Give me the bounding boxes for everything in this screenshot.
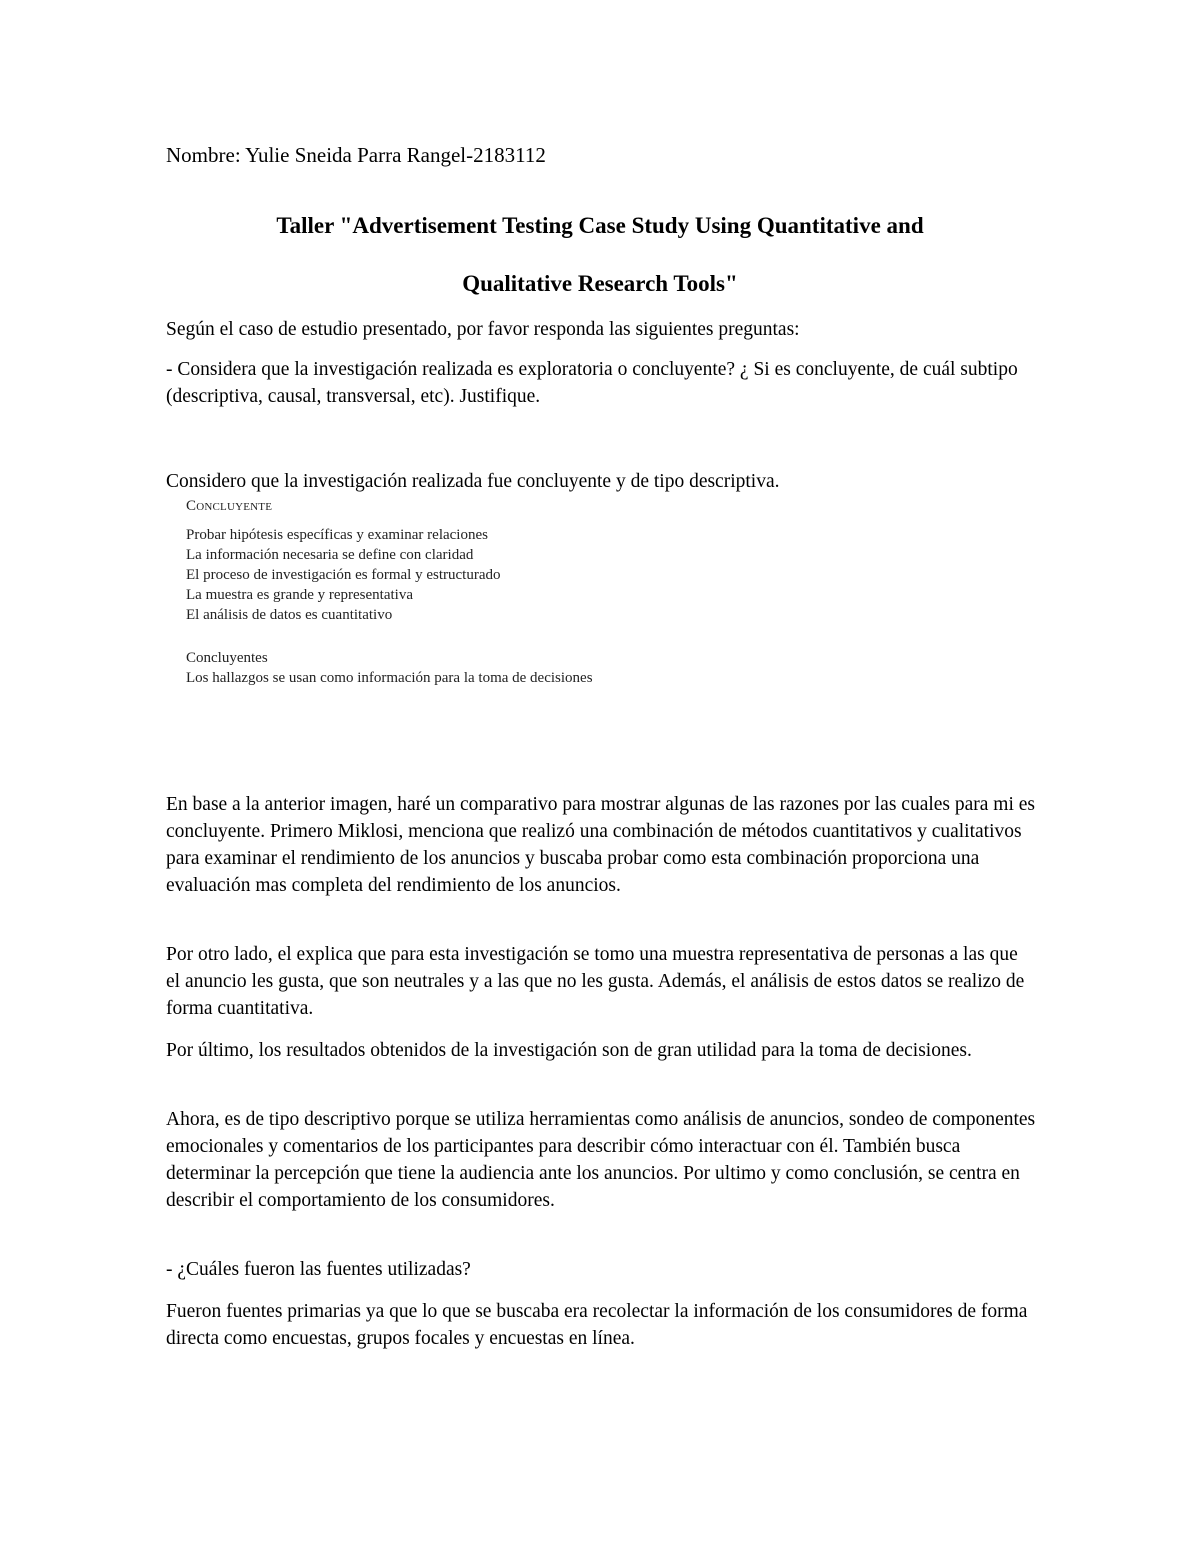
figure-item: El proceso de investigación es formal y estructurado [186,567,501,583]
figure-sub-heading: Concluyentes [186,650,268,666]
paragraph-2: Por otro lado, el explica que para esta investigación se tomo una muestra representativa de personas a las que el anuncio les gusta, que son neutrales y a las que no les gusta. Además, el análisis de estos datos se realizo de forma cuantitativa. [166,944,1025,1019]
figure-item: Probar hipótesis específicas y examinar relaciones [186,527,488,543]
figure-item: La información necesaria se define con claridad [186,547,474,563]
question-2: - ¿Cuáles fueron las fuentes utilizadas? [166,1259,471,1280]
instructions-text: Según el caso de estudio presentado, por favor responda las siguientes preguntas: [166,319,800,340]
figure-item: Los hallazgos se usan como información para la toma de decisiones [186,670,593,686]
question-1: - Considera que la investigación realizada es exploratoria o concluyente? ¿ Si es concluyente, de cuál subtipo (descriptiva, causal, transversal, etc). Justifique. [166,359,1018,407]
document-title-line-2: Qualitative Research Tools" [462,271,738,296]
document-title-line-1: Taller "Advertisement Testing Case Study Using Quantitative and [276,213,924,238]
paragraph-4: Ahora, es de tipo descriptivo porque se utiliza herramientas como análisis de anuncios, sondeo de componentes emocionales y comentarios de los participantes para describir cómo interactuar con él. También busca determinar la percepción que tiene la audiencia ante los anuncios. Por ultimo y como conclusión, se centra en describir el comportamiento de los consumidores. [166,1109,1036,1211]
figure-item: La muestra es grande y representativa [186,587,413,603]
figure-item: El análisis de datos es cuantitativo [186,607,393,623]
paragraph-1: En base a la anterior imagen, haré un comparativo para mostrar algunas de las razones por las cuales para mi es concluyente. Primero Miklosi, menciona que realizó una combinación de métodos cuantitativos y cualitativos para examinar el rendimiento de los anuncios y buscaba probar como esta combinación proporciona una evaluación mas completa del rendimiento de los anuncios. [166,794,1036,896]
conclusive-research-figure [186,496,606,688]
paragraph-3: Por último, los resultados obtenidos de la investigación son de gran utilidad para la toma de decisiones. [166,1040,972,1061]
student-name-line: Nombre: Yulie Sneida Parra Rangel-2183112 [166,143,546,167]
figure-heading: Concluyente [186,498,273,514]
answer-1-intro: Considero que la investigación realizada fue concluyente y de tipo descriptiva. [166,471,780,492]
answer-2: Fueron fuentes primarias ya que lo que se buscaba era recolectar la información de los consumidores de forma directa como encuestas, grupos focales y encuestas en línea. [166,1301,1028,1349]
